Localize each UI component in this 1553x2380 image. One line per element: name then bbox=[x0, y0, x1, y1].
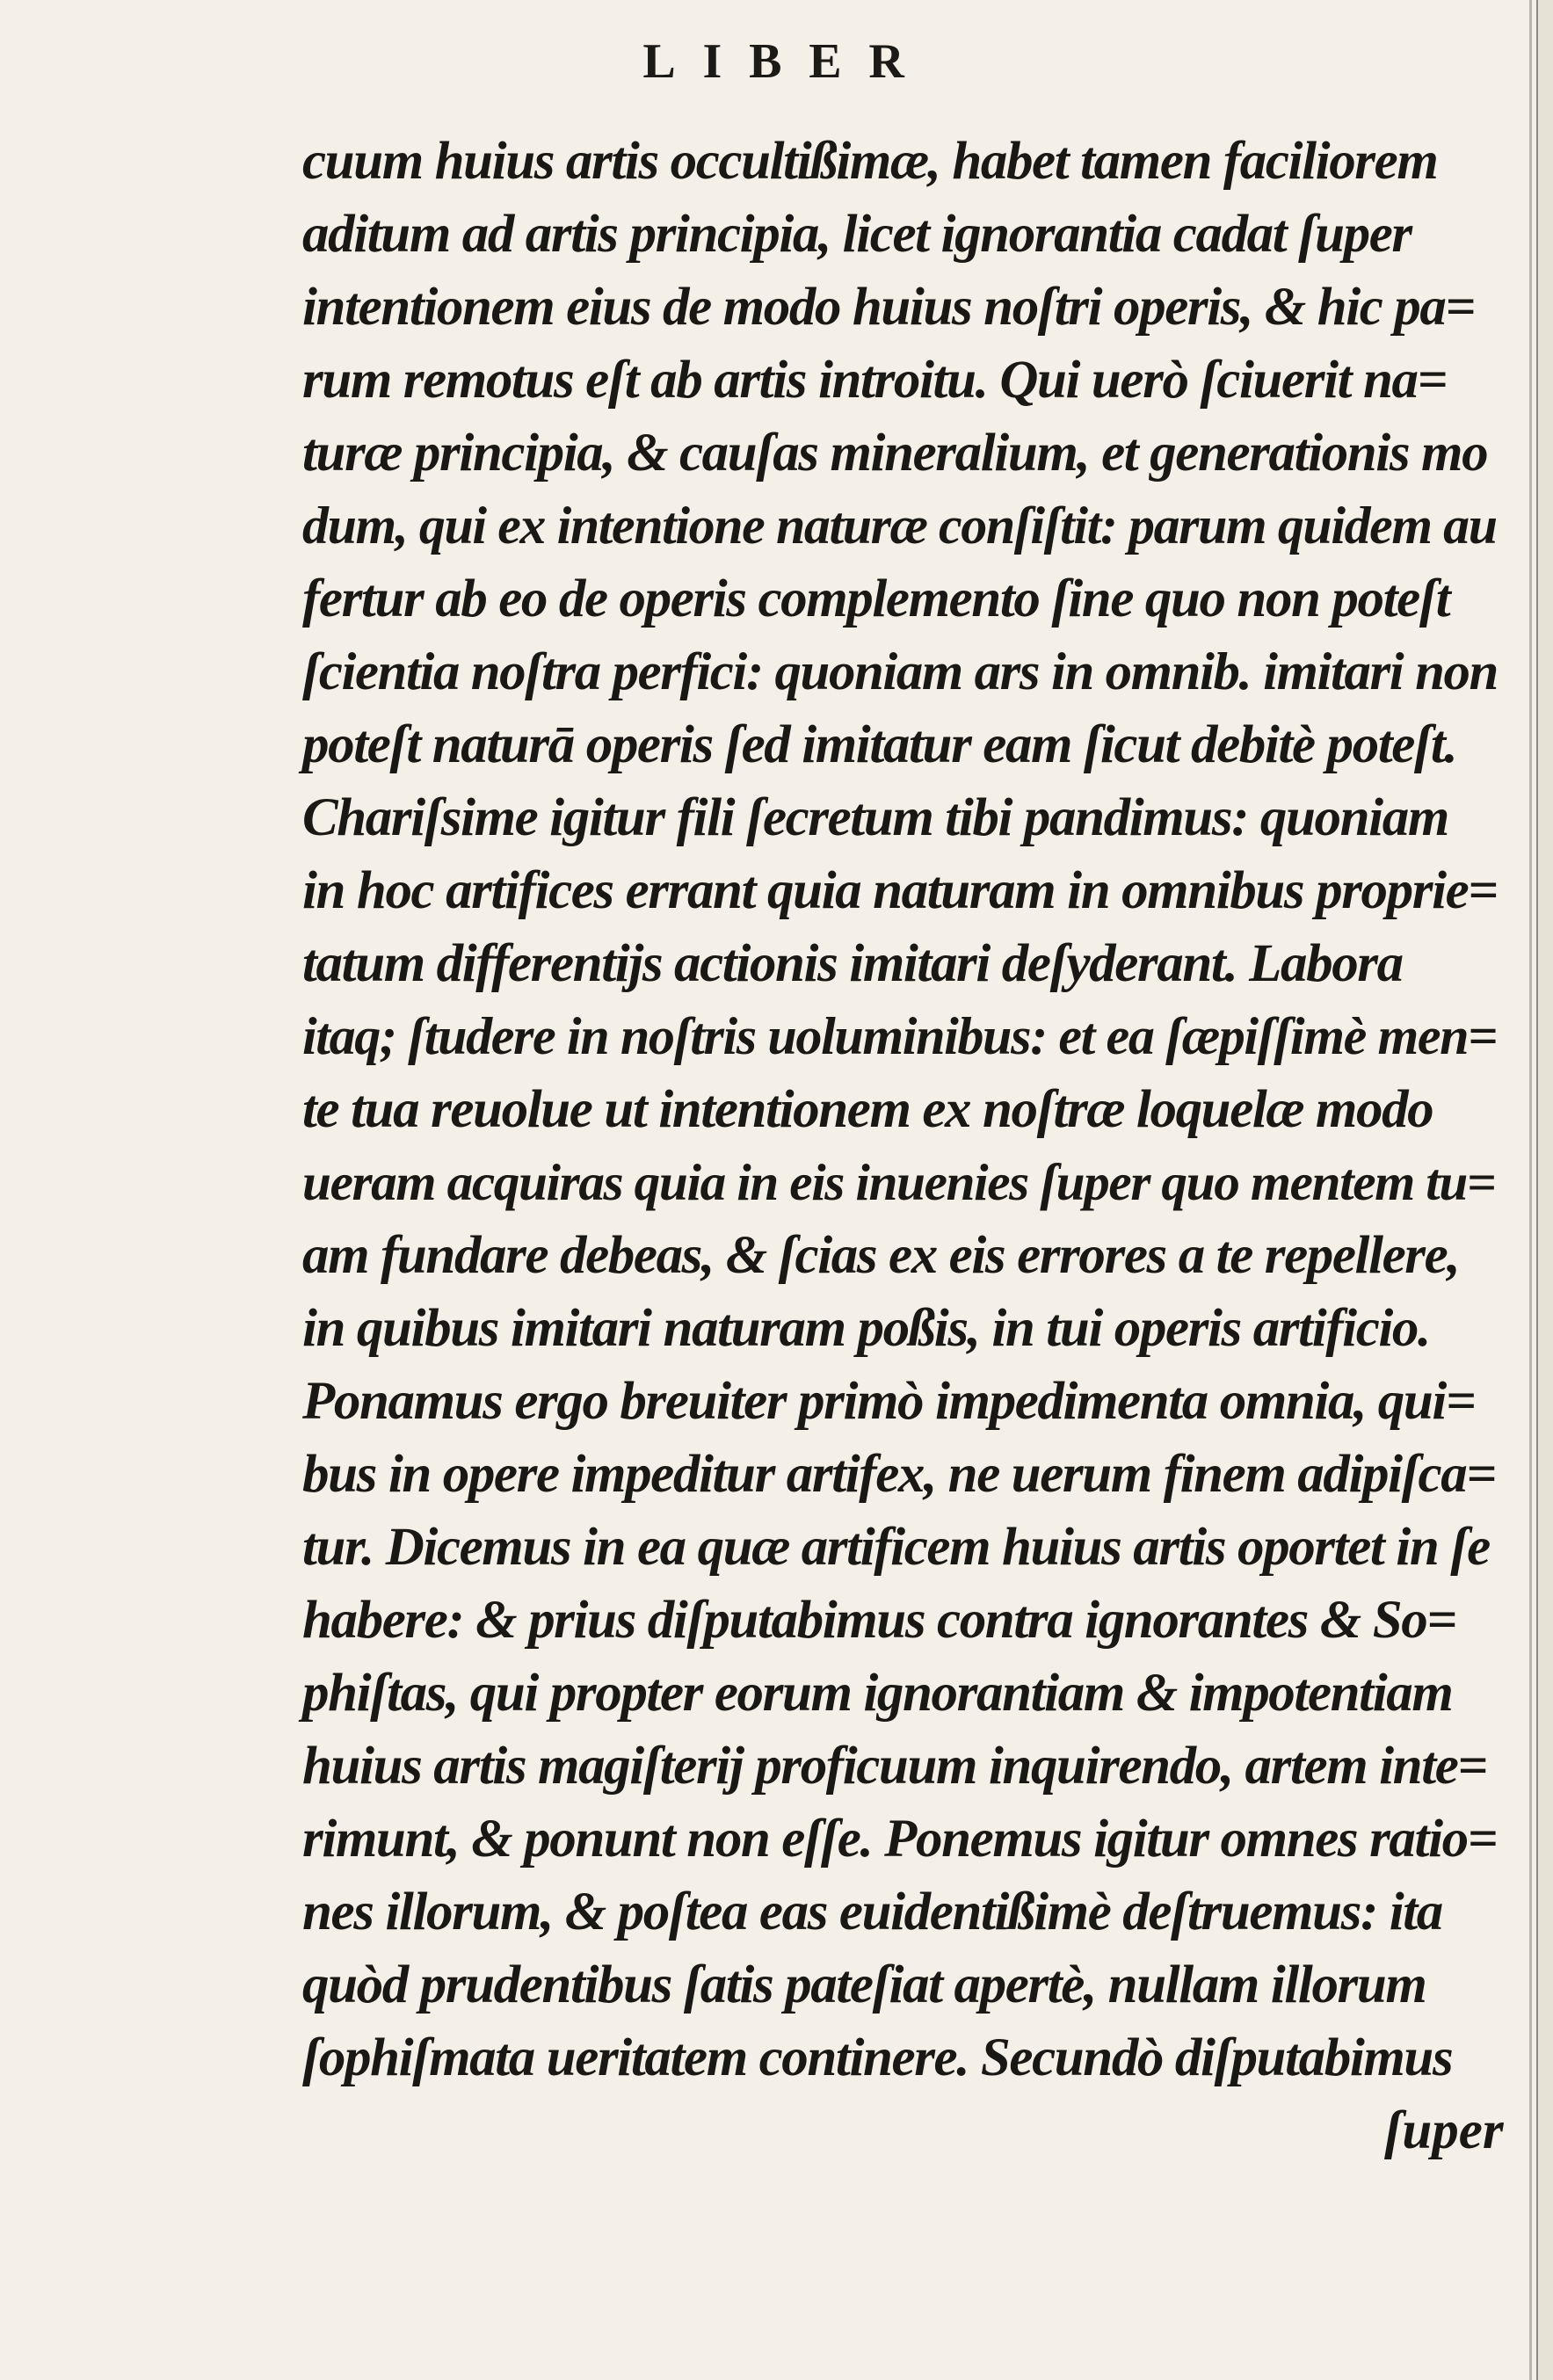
text-line: te tua reuolue ut intentionem ex noſtræ loquelæ modo bbox=[302, 1080, 1433, 1139]
text-line: huius artis magiſterij proficuum inquirendo, artem inte= bbox=[302, 1737, 1487, 1796]
text-line: rum remotus eſt ab artis introitu. Qui uerò ſciuerit na= bbox=[302, 351, 1447, 410]
running-header: LIBER bbox=[642, 34, 932, 89]
text-line: cuum huius artis occultißimæ, habet tamen faciliorem bbox=[302, 132, 1438, 191]
text-line: Ponamus ergo breuiter primò impedimenta omnia, qui= bbox=[302, 1372, 1476, 1431]
text-line: itaq; ſtudere in noſtris uoluminibus: et ea ſæpiſſimè men= bbox=[302, 1007, 1497, 1066]
text-line: in hoc artifices errant quia naturam in omnibus proprie= bbox=[302, 861, 1498, 920]
text-line: bus in opere impeditur artifex, ne uerum finem adipiſca= bbox=[302, 1445, 1496, 1504]
text-line: rimunt, & ponunt non eſſe. Ponemus igitur omnes ratio= bbox=[302, 1810, 1498, 1868]
text-line: in quibus imitari naturam poßis, in tui operis artificio. bbox=[302, 1299, 1430, 1358]
text-line: phiſtas, qui propter eorum ignorantiam & impotentiam bbox=[302, 1664, 1453, 1723]
text-line: habere: & prius diſputabimus contra ignorantes & So= bbox=[302, 1591, 1456, 1650]
text-line: am fundare debeas, & ſcias ex eis errores a te repellere, bbox=[302, 1226, 1460, 1285]
text-line: tatum differentijs actionis imitari deſyderant. Labora bbox=[302, 934, 1403, 993]
text-line: aditum ad artis principia, licet ignorantia cadat ſuper bbox=[302, 205, 1411, 264]
text-line: poteſt naturā operis ſed imitatur eam ſicut debitè poteſt. bbox=[302, 715, 1457, 774]
text-line: fertur ab eo de operis complemento ſine quo non poteſt bbox=[302, 570, 1450, 628]
text-line: nes illorum, & poſtea eas euidentißimè deſtruemus: ita bbox=[302, 1883, 1442, 1941]
text-line: intentionem eius de modo huius noſtri operis, & hic pa= bbox=[302, 278, 1475, 337]
text-line: tur. Dicemus in ea quæ artificem huius artis oportet in ſe bbox=[302, 1518, 1490, 1577]
text-line: quòd prudentibus ſatis pateſiat apertè, nullam illorum bbox=[302, 1956, 1426, 2014]
text-line: ueram acquiras quia in eis inuenies ſuper quo mentem tu= bbox=[302, 1153, 1496, 1211]
body-text bbox=[302, 125, 1498, 2094]
page-edge-shadow bbox=[1529, 0, 1532, 2380]
text-line: turæ principia, & cauſas mineralium, et generationis mo bbox=[302, 424, 1488, 483]
catchword: ſuper bbox=[1384, 2101, 1504, 2160]
page-edge bbox=[1536, 0, 1553, 2380]
text-line: dum, qui ex intentione naturæ conſiſtit: parum quidem au bbox=[302, 497, 1497, 555]
text-line: Chariſsime igitur fili ſecretum tibi pandimus: quoniam bbox=[302, 788, 1448, 847]
text-line: ſophiſmata ueritatem continere. Secundò diſputabimus bbox=[302, 2028, 1453, 2087]
text-line: ſcientia noſtra perfici: quoniam ars in omnib. imitari non bbox=[302, 642, 1498, 701]
